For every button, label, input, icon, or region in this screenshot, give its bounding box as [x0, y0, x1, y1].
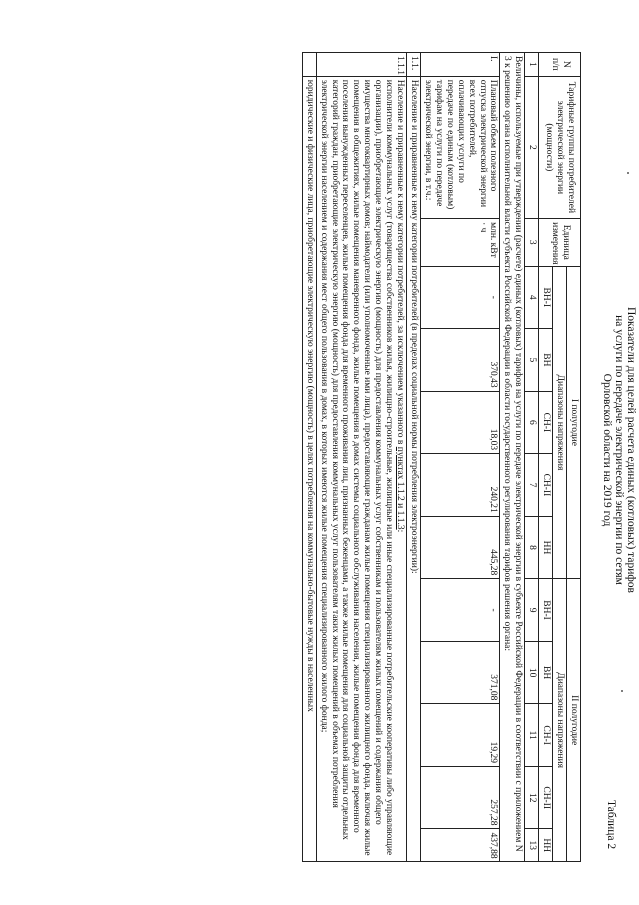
header-half-2: II полугодие — [567, 579, 581, 862]
header-num: N п/п — [539, 53, 581, 77]
value-cell: 437,88 — [421, 829, 500, 862]
value-cell: 240,21 — [421, 454, 500, 517]
row-number: I. — [421, 53, 500, 77]
column-number: 4 — [525, 266, 539, 329]
value-cell: 19,29 — [421, 704, 500, 767]
header-voltage: СН-I — [539, 391, 553, 454]
column-number: 6 — [525, 391, 539, 454]
header-voltage: ВН — [539, 641, 553, 704]
header-row-1 — [567, 53, 581, 862]
header-ranges-2: Диапазоны напряжения — [553, 579, 567, 862]
section-row — [500, 53, 525, 862]
scan-speck — [627, 172, 629, 174]
column-number: 11 — [525, 704, 539, 767]
column-number-row — [525, 53, 539, 862]
column-number: 3 — [525, 219, 539, 266]
header-ranges-1: Диапазоны напряжения — [553, 266, 567, 579]
header-voltage: ВН-I — [539, 266, 553, 329]
title-line-1: Показатели для целей расчета единых (котловых) тарифов — [625, 306, 637, 593]
header-voltage: НН — [539, 829, 553, 862]
section-text: Величины, используемые при утверждении (расчете) единых (котловых) тарифов на услуги по передаче электрической энергии в субъекте Российской Федерации в соответствии с приложением N 3 к решению органа исполнительной власти субъекта Российской Федерации в области государственного регулирования тарифов решения органа: — [500, 53, 525, 862]
table-row — [302, 53, 316, 862]
value-cell: 445,28 — [421, 516, 500, 579]
column-number: 9 — [525, 579, 539, 642]
table-row — [316, 53, 406, 862]
title-line-2: на услуги по передаче электрической энергии по сетям — [613, 315, 625, 585]
column-number: 1 — [525, 53, 539, 77]
value-cell: 371,08 — [421, 641, 500, 704]
row-unit: млн. кВт · ч — [421, 219, 500, 266]
row-text — [316, 76, 406, 861]
column-number: 2 — [525, 76, 539, 218]
column-number: 7 — [525, 454, 539, 517]
header-voltage: НН — [539, 516, 553, 579]
value-cell: - — [421, 266, 500, 329]
row-text: Население и приравненные к нему категории потребителей (в пределах социальной нормы потребления электроэнергии): — [407, 76, 421, 861]
title-line-3: Орловской области на 2019 год — [601, 373, 613, 527]
header-unit: Единица измерения — [539, 219, 581, 266]
header-voltage: ВН — [539, 329, 553, 392]
column-number: 10 — [525, 641, 539, 704]
table-label: Таблица 2 — [605, 800, 617, 850]
row-intro: Население и приравненные к нему категории потребителей, за исключением указанного в — [395, 79, 406, 447]
row-text: юридические и физические лица, приобретающие электрическую энергию (мощность) в целях потребления на коммунально-бытовые нужды в населенных — [302, 76, 316, 861]
document-title — [601, 270, 637, 630]
column-number: 12 — [525, 766, 539, 829]
row-number: 1.1.1 — [316, 53, 406, 77]
row-number: 1.1. — [407, 53, 421, 77]
value-cell: 370,43 — [421, 329, 500, 392]
column-number: 8 — [525, 516, 539, 579]
header-voltage: СН-II — [539, 766, 553, 829]
row-number-empty — [302, 53, 316, 77]
value-cell: - — [421, 579, 500, 642]
row-intro-end: : — [395, 529, 406, 533]
scan-speck — [621, 690, 623, 692]
header-voltage: ВН-I — [539, 579, 553, 642]
header-group: Тарифные группы потребителей электрической энергии (мощности) — [539, 76, 581, 218]
column-number: 5 — [525, 329, 539, 392]
table-row — [421, 53, 500, 862]
header-half-1: I полугодие — [567, 266, 581, 579]
column-number: 13 — [525, 829, 539, 862]
item-reference-link[interactable]: пунктах 1.1.2 и 1.1.3 — [395, 446, 406, 530]
indicators-table — [302, 52, 581, 862]
row-label: Плановый объем полезного отпуска электрической энергии всех потребителей, оплачивающих услуги по передаче по единым (котловым) тарифам на услуги по передаче электрической энергии, в т.ч.: — [421, 76, 500, 218]
value-cell: 18,03 — [421, 391, 500, 454]
row-body: исполнители коммунальных услуг (товарищества собственников жилья, жилищно-строительные, жилищные или иные специализированные потребительские кооперативы либо управляющие организации), приобретающие электрическую энергию (мощность) для предоставления коммунальных услуг собственникам и пользователям жилых помещений и содержания общего имущества многоквартирных домов; наймодатели (или уполномоченные ими лица), предоставляющие гражданам жилые помещения специализированного жилищного фонда, включая жилые помещения в общежитиях, жилые помещения маневренного фонда, жилые помещения в домах системы социального обслуживания населения, жилые помещения фонда для временного поселения вынужденных переселенцев, жилые помещения фонда для временного проживания лиц, признанных беженцами, а также жилые помещения для социальной защиты отдельных категорий граждан, приобретающие электрическую энергию (мощность) для предоставления коммунальных услуг пользователям таких жилых помещений в объемах потребления электрической энергии населением и содержания мест общего пользования в домах, в которых имеются жилые помещения специализированного жилого фонда; — [318, 79, 395, 856]
header-voltage: СН-I — [539, 704, 553, 767]
value-cell: 257,28 — [421, 766, 500, 829]
header-voltage: СН-II — [539, 454, 553, 517]
table-row — [407, 53, 421, 862]
